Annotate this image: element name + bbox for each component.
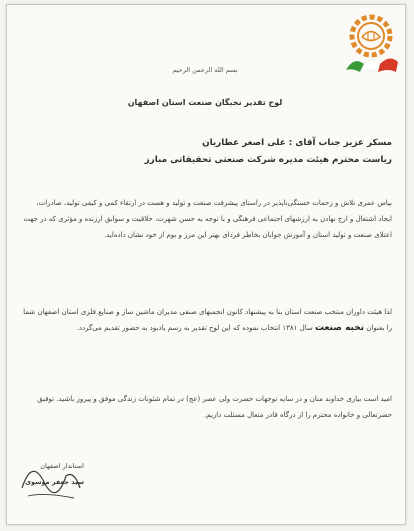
paragraph-selection (22, 305, 392, 337)
document-title: لوح تقدیر نخبگان صنعت استان اصفهان (127, 98, 283, 107)
recipient-position: ریاست محترم هیئت مدیره شرکت صنعتی تحقیقاتی مبارز (144, 155, 392, 165)
paragraph-wishes: امید است بیاری خداوند منان و در سایه توجهات حضرت ولی عصر (عج) در تمام شئونات زندگی موفق و پیروز باشید. توفیق حضرتعالی و خانواده محترم را از درگاه قادر متعال مسئلت داریم. (37, 395, 392, 419)
signature-icon (14, 448, 94, 508)
signer-title: استاندار اصفهان (40, 462, 84, 470)
basmala: بسم الله الرحمن الرحيم (172, 66, 238, 74)
paragraph-selection-end: سال ۱۳۸۱ انتخاب نموده که این لوح تقدیر به رسم یادبود به حضور تقدیم می‌گردد. (76, 323, 313, 332)
paragraph-appreciation: بیاس عمری تلاش و زحمات خستگی‌ناپذیر در راستای پیشرفت صنعت و تولید و هست در ارتقاء کمی و کیفی تولید، صادرات، ایجاد اشتغال و ارج نهادن به ارزشهای اجتماعی فرهنگی و با توجه به حسن شهرت، خلاقیت و سوابق ارزنده و مؤثری که در جهت اعتلای صنعت و تولید استان و آموزش جوانان بخاطر فردای بهتر این مرز و بوم از خود نشان داده‌اید. (23, 199, 392, 239)
flag-red-stroke (378, 58, 398, 72)
certificate-frame (6, 4, 406, 525)
paragraph-selection-start: لذا هیئت داوران منتخب صنعت استان بنا به پیشنهاد کانون انجمنهای صنفی مدیران ماشین ساز و صنایع فلزی استان اصفهان شما را بعنوان (23, 308, 392, 332)
signer-name: سید جعفر موسوی (25, 478, 84, 486)
award-title: نخبه صنعت (314, 322, 365, 333)
flag-white-stroke (360, 60, 380, 72)
recipient-salutation: مسکر عزیز جناب آقای : علی اصغر عطاریان (202, 138, 392, 148)
gear-icon (352, 17, 390, 55)
gear-logo-icon (340, 8, 402, 76)
